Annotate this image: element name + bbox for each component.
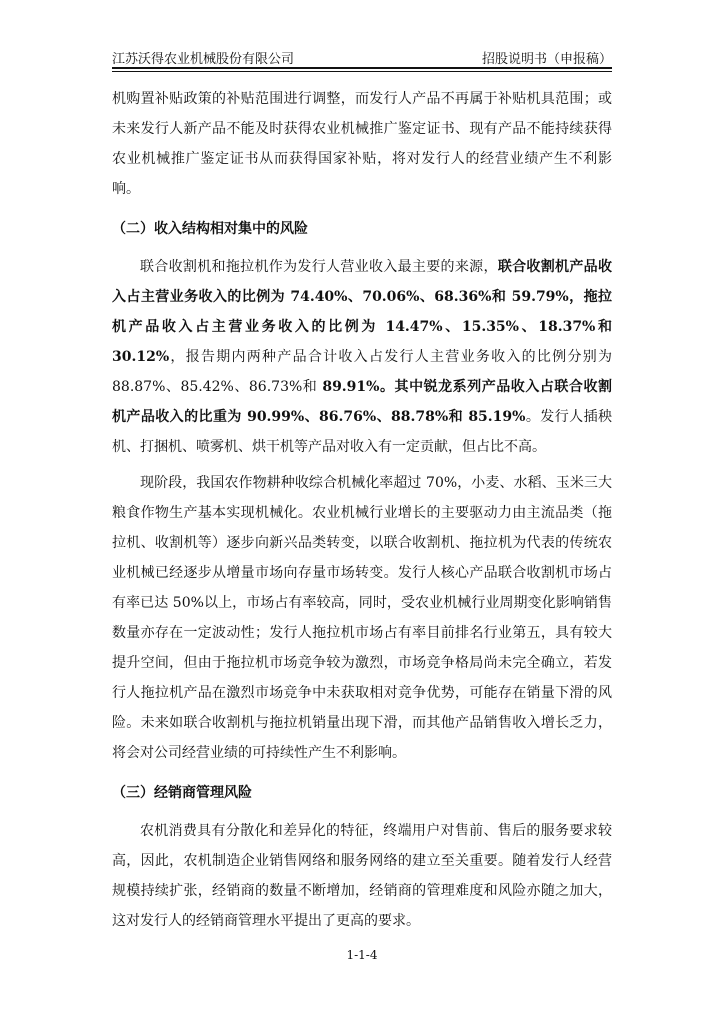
- text-run: 。发行人插秧机、打捆机、喷雾机、烘干机等产品对收入有一定贡献，但占比不高。: [112, 409, 612, 455]
- section-heading-dealer-management: （三）经销商管理风险: [112, 785, 252, 801]
- section2-paragraph-1: [112, 252, 612, 462]
- section2-paragraph-2: 现阶段，我国农作物耕种收综合机械化率超过 70%，小麦、水稻、玉米三大粮食作物生产基本实现机械化。农业机械行业增长的主要驱动力由主流品类（拖拉机、收割机等）逐步向新兴品类转变，以联合收割机、拖拉机为代表的传统农业机械已经逐步从增量市场向存量市场转变。发行人核心产品联合收割机市场占有率已达 50%以上，市场占有率较高，同时，受农业机械行业周期变化影响销售数量亦存在一定波动性；发行人拖拉机市场占有率目前排名行业第五，具有较大提升空间，但由于拖拉机市场竞争较为激烈，市场竞争格局尚未完全确立，若发行人拖拉机产品在激烈市场竞争中未获取相对竞争优势，可能存在销量下滑的风险。未来如联合收割机与拖拉机销量出现下滑，而其他产品销售收入增长乏力，将会对公司经营业绩的可持续性产生不利影响。: [112, 475, 612, 761]
- header-rule-thin: [112, 71, 612, 72]
- header-doc-type: 招股说明书（申报稿）: [481, 52, 612, 67]
- header-rule: [112, 67, 612, 69]
- page-body: [112, 84, 612, 936]
- intro-paragraph: 机购置补贴政策的补贴范围进行调整，而发行人产品不再属于补贴机具范围；或未来发行人新产品不能及时获得农业机械推广鉴定证书、现有产品不能持续获得农业机械推广鉴定证书从而获得国家补贴，将对发行人的经营业绩产生不利影响。: [112, 91, 612, 197]
- bold-run: 联合收割机产品收入占主营业务收入的比例为 74.40%、70.06%、68.36%和 59.79%，拖拉机产品收入占主营业务收入的比例为 14.47%、15.35%、18.37%和 30.12%: [112, 259, 612, 365]
- page-header: [112, 44, 612, 68]
- section-heading-income-concentration: （二）收入结构相对集中的风险: [112, 221, 308, 237]
- text-run: ，报告期内两种产品合计收入占发行人主营业务收入的比例分别为 88.87%、85.42%、86.73%和: [112, 349, 612, 395]
- text-run: 联合收割机和拖拉机作为发行人营业收入最主要的来源，: [140, 259, 498, 275]
- header-company: 江苏沃得农业机械股份有限公司: [112, 52, 295, 67]
- bold-run: 89.91%。其中锐龙系列产品收入占联合收割机产品收入的比重为 90.99%、86.76%、88.78%和 85.19%: [112, 379, 612, 425]
- page-number: 1-1-4: [346, 948, 378, 962]
- section3-paragraph-1: 农机消费具有分散化和差异化的特征，终端用户对售前、售后的服务要求较高，因此，农机制造企业销售网络和服务网络的建立至关重要。随着发行人经营规模持续扩张，经销商的数量不断增加，经销商的管理难度和风险亦随之加大，这对发行人的经销商管理水平提出了更高的要求。: [112, 823, 612, 929]
